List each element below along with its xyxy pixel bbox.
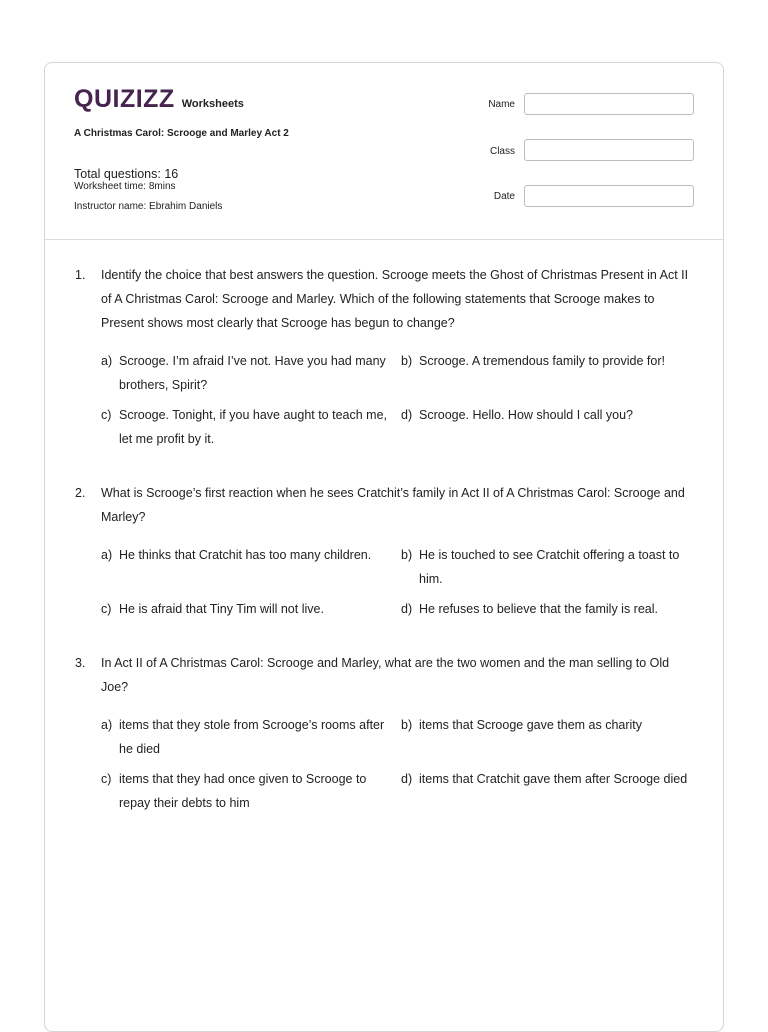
option-letter: c) (101, 408, 112, 422)
option-letter: d) (401, 772, 413, 786)
name-field[interactable] (524, 93, 694, 115)
option-text: Scrooge. Tonight, if you have aught to teach me, let me profit by it. (119, 408, 387, 446)
instructor-name: Instructor name: Ebrahim Daniels (74, 201, 223, 212)
answer-option (401, 349, 701, 397)
quizizz-logo: QUIZIZZ (74, 85, 175, 113)
question-text: Identify the choice that best answers the question. Scrooge meets the Ghost of Christmas Present in Act II of A Christmas Carol: Scrooge and Marley. Which of the following statements that Scrooge makes to Present shows most clearly that Scrooge has begun to change? (101, 268, 689, 330)
question-text: In Act II of A Christmas Carol: Scrooge and Marley, what are the two women and the man selling to Old Joe? (101, 656, 670, 694)
worksheet-time: Worksheet time: 8mins (74, 181, 176, 192)
question (75, 481, 695, 621)
answer-option (101, 349, 401, 397)
answer-option (101, 543, 401, 591)
answer-option (101, 713, 401, 761)
worksheet-card (44, 62, 724, 1032)
questions-list (75, 263, 695, 815)
question (75, 263, 695, 451)
option-letter: a) (101, 354, 113, 368)
question-number: 1. (75, 268, 86, 282)
answer-option (401, 543, 701, 591)
option-text: He thinks that Cratchit has too many children. (119, 548, 372, 562)
answer-option (101, 403, 401, 451)
option-letter: a) (101, 548, 113, 562)
option-letter: c) (101, 602, 112, 616)
date-field[interactable] (524, 185, 694, 207)
question-number: 3. (75, 656, 86, 670)
question (75, 651, 695, 815)
option-text: Scrooge. I’m afraid I’ve not. Have you had many brothers, Spirit? (119, 354, 386, 392)
answer-option (401, 767, 701, 815)
answer-option (101, 767, 401, 815)
answer-option (401, 713, 701, 761)
worksheet-title: A Christmas Carol: Scrooge and Marley Act 2 (74, 128, 289, 139)
option-text: He is touched to see Cratchit offering a toast to him. (419, 548, 680, 586)
option-text: items that they had once given to Scrooge to repay their debts to him (119, 772, 367, 810)
class-label: Class (489, 146, 515, 157)
product-label: Worksheets (181, 98, 244, 110)
name-label: Name (488, 99, 515, 110)
answer-option (101, 597, 401, 621)
date-label: Date (493, 191, 515, 202)
answer-option (401, 403, 701, 451)
class-field[interactable] (524, 139, 694, 161)
worksheet-header (45, 63, 723, 240)
option-letter: a) (101, 718, 113, 732)
option-text: Scrooge. A tremendous family to provide for! (419, 354, 665, 368)
option-text: items that Cratchit gave them after Scrooge died (419, 772, 688, 786)
option-letter: d) (401, 602, 413, 616)
answer-option (401, 597, 701, 621)
option-letter: b) (401, 548, 413, 562)
option-letter: c) (101, 772, 112, 786)
option-text: items that they stole from Scrooge’s rooms after he died (119, 718, 385, 756)
question-text: What is Scrooge’s first reaction when he sees Cratchit’s family in Act II of A Christmas Carol: Scrooge and Marley? (101, 486, 685, 524)
option-letter: b) (401, 718, 413, 732)
option-text: He refuses to believe that the family is real. (419, 602, 659, 616)
option-letter: b) (401, 354, 413, 368)
option-text: He is afraid that Tiny Tim will not live. (119, 602, 324, 616)
brand (74, 85, 244, 114)
question-number: 2. (75, 486, 86, 500)
option-letter: d) (401, 408, 413, 422)
option-text: Scrooge. Hello. How should I call you? (419, 408, 634, 422)
total-questions: Total questions: 16 (74, 167, 179, 181)
option-text: items that Scrooge gave them as charity (419, 718, 643, 732)
